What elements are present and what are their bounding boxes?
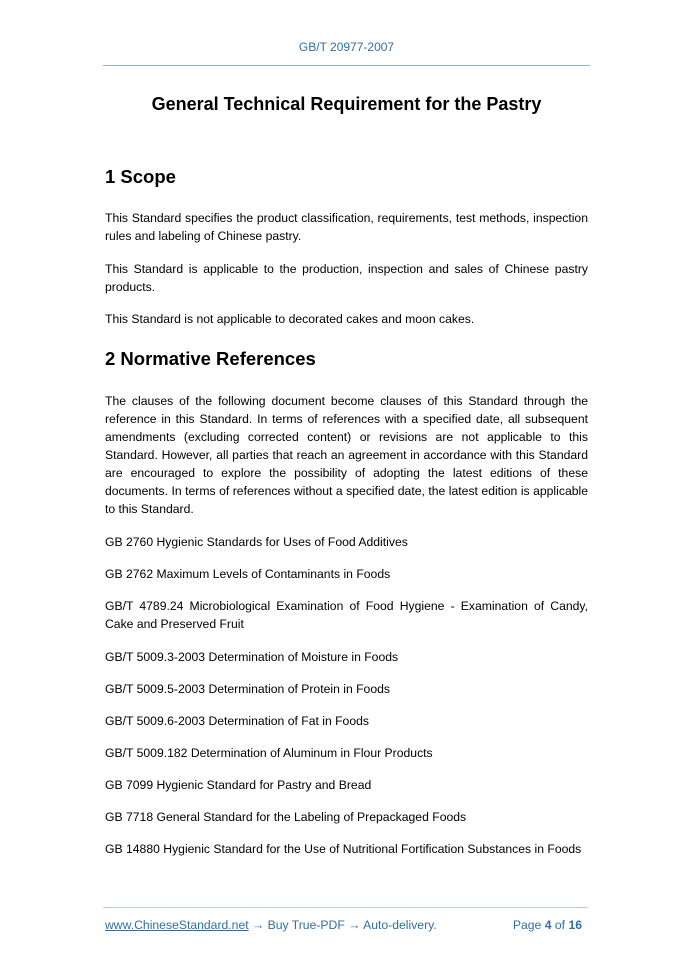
buy-pdf-text: Buy True-PDF	[267, 918, 345, 932]
normative-intro-paragraph: The clauses of the following document become clauses of this Standard through the reference in this Standard. In terms of references with a specified date, all subsequent amendments (excluding corrected content) or revisions are not applicable to this Standard. However, all parties that reach an agreement in accordance with this Standard are encouraged to explore the possibility of adopting the latest editions of these documents. In terms of references without a specified date, the latest edition is applicable to this Standard.	[105, 394, 588, 516]
website-link[interactable]: www.ChineseStandard.net	[105, 918, 249, 932]
footer	[105, 918, 588, 932]
reference-item: GB 7099 Hygienic Standard for Pastry and Bread	[105, 778, 372, 792]
auto-delivery-text: Auto-delivery.	[363, 918, 437, 932]
header-divider	[103, 65, 590, 66]
reference-item: GB/T 4789.24 Microbiological Examination of Food Hygiene - Examination of Candy, Cake and Preserved Fruit	[105, 599, 588, 631]
reference-item: GB/T 5009.5-2003 Determination of Protein in Foods	[105, 682, 390, 696]
arrow-right-icon: →	[252, 918, 265, 932]
page-label: Page	[512, 918, 542, 932]
reference-item: GB/T 5009.3-2003 Determination of Moisture in Foods	[105, 650, 399, 664]
scope-paragraph-1: This Standard specifies the product classification, requirements, test methods, inspection rules and labeling of Chinese pastry.	[105, 211, 588, 243]
document-code-header: GB/T 20977-2007	[298, 40, 395, 54]
reference-item: GB/T 5009.6-2003 Determination of Fat in Foods	[105, 714, 369, 728]
reference-item: GB 2760 Hygienic Standards for Uses of Food Additives	[105, 535, 408, 549]
arrow-right-icon: →	[348, 918, 361, 932]
section-heading-normative-references: 2 Normative References	[105, 348, 316, 369]
page-indicator	[513, 918, 582, 932]
page-of-label: of	[554, 918, 566, 932]
reference-item: GB 14880 Hygienic Standard for the Use of Nutritional Fortification Substances in Foods	[105, 842, 582, 856]
reference-item: GB 7718 General Standard for the Labeling of Prepackaged Foods	[105, 810, 467, 824]
document-title: General Technical Requirement for the Pastry	[151, 94, 542, 114]
reference-item: GB/T 5009.182 Determination of Aluminum in Flour Products	[105, 746, 433, 760]
scope-paragraph-2: This Standard is applicable to the production, inspection and sales of Chinese pastry products.	[105, 262, 588, 294]
footer-divider	[103, 907, 588, 908]
section-heading-scope: 1 Scope	[105, 166, 176, 187]
scope-paragraph-3: This Standard is not applicable to decorated cakes and moon cakes.	[105, 312, 475, 326]
reference-item: GB 2762 Maximum Levels of Contaminants in Foods	[105, 567, 391, 581]
current-page-number: 4	[544, 918, 552, 932]
total-pages-number: 16	[568, 918, 582, 932]
